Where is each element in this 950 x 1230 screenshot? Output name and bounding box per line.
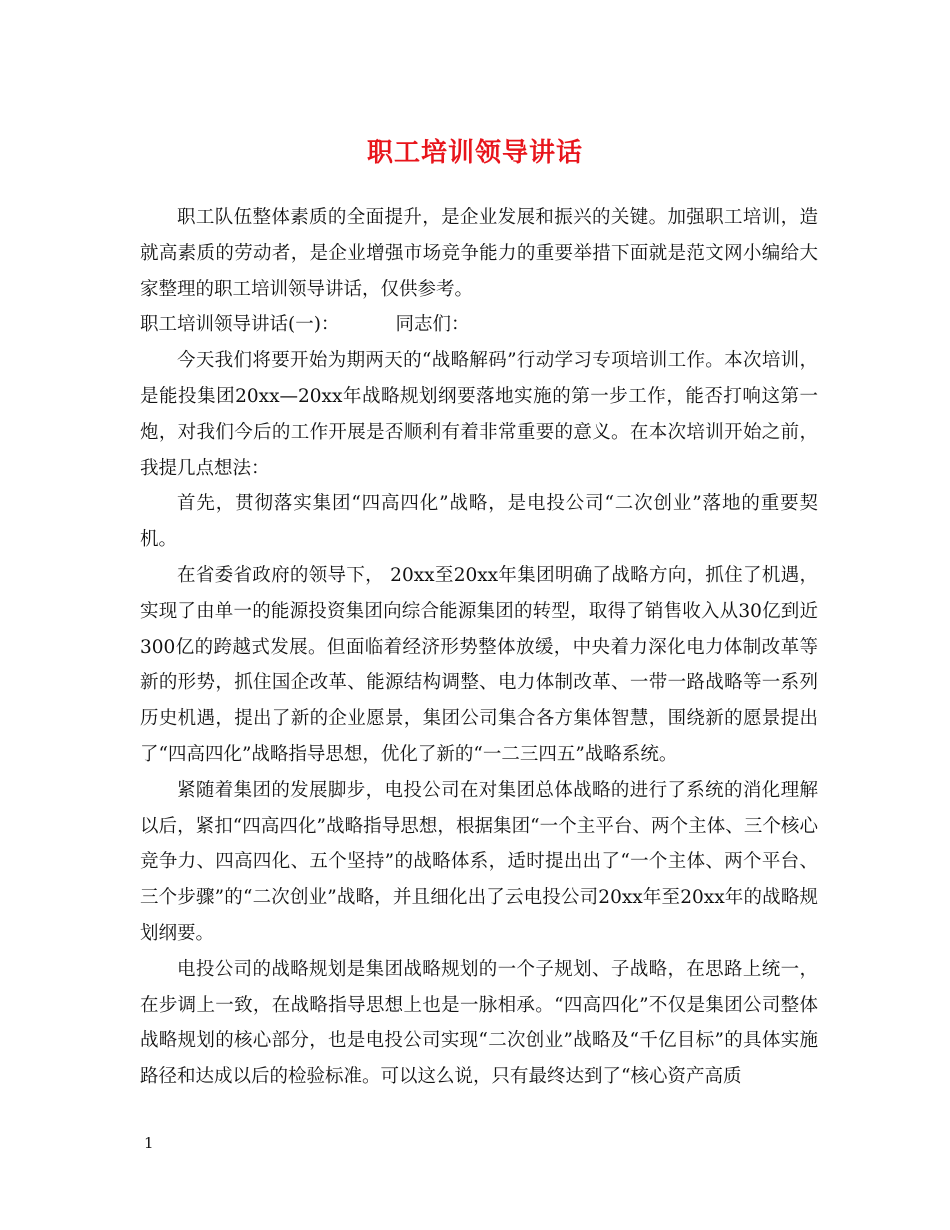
body-paragraph-1: 今天我们将要开始为期两天的“战略解码”行动学习专项培训工作。本次培训，是能投集团20xx—20xx年战略规划纲要落地实施的第一步工作，能否打响这第一炮，对我们今后的工作开展是否顺利有着非常重要的意义。在本次培训开始之前，我提几点想法：: [140, 350, 818, 479]
body-paragraph-4: 紧随着集团的发展脚步，电投公司在对集团总体战略的进行了系统的消化理解以后，紧扣“四高四化”战略指导思想，根据集团“一个主平台、两个主体、三个核心竞争力、四高四化、五个坚持”的战略体系，适时提出出了“一个主体、两个平台、三个步骤”的“二次创业”战略，并且细化出了云电投公司20xx年至20xx年的战略规划纲要。: [140, 779, 818, 944]
page-number: 1: [144, 1134, 154, 1152]
section-heading-line: [140, 307, 818, 343]
salutation: 同志们：: [395, 314, 470, 336]
document-body: [140, 200, 818, 1095]
section-heading: 职工培训领导讲话(一)：: [140, 314, 340, 336]
body-paragraph-2: 首先，贯彻落实集团“四高四化”战略，是电投公司“二次创业”落地的重要契机。: [140, 493, 818, 551]
document-title: 职工培训领导讲话: [366, 138, 583, 168]
body-paragraph-5: 电投公司的战略规划是集团战略规划的一个子规划、子战略，在思路上统一，在步调上一致，在战略指导思想上也是一脉相承。“四高四化”不仅是集团公司整体战略规划的核心部分，也是电投公司实现“二次创业”战略及“千亿目标”的具体实施路径和达成以后的检验标准。可以这么说，只有最终达到了“核心资产高质: [140, 958, 818, 1088]
intro-paragraph: 职工队伍整体素质的全面提升，是企业发展和振兴的关键。加强职工培训，造就高素质的劳动者，是企业增强市场竞争能力的重要举措下面就是范文网小编给大家整理的职工培训领导讲话，仅供参考。: [140, 207, 818, 300]
body-paragraph-3: 在省委省政府的领导下， 20xx至20xx年集团明确了战略方向，抓住了机遇，实现了由单一的能源投资集团向综合能源集团的转型，取得了销售收入从30亿到近300亿的跨越式发展。但面临着经济形势整体放缓，中央着力深化电力体制改革等新的形势，抓住国企改革、能源结构调整、电力体制改革、一带一路战略等一系列历史机遇，提出了新的企业愿景，集团公司集合各方集体智慧，围绕新的愿景提出了“四高四化”战略指导思想，优化了新的“一二三四五”战略系统。: [140, 564, 818, 765]
